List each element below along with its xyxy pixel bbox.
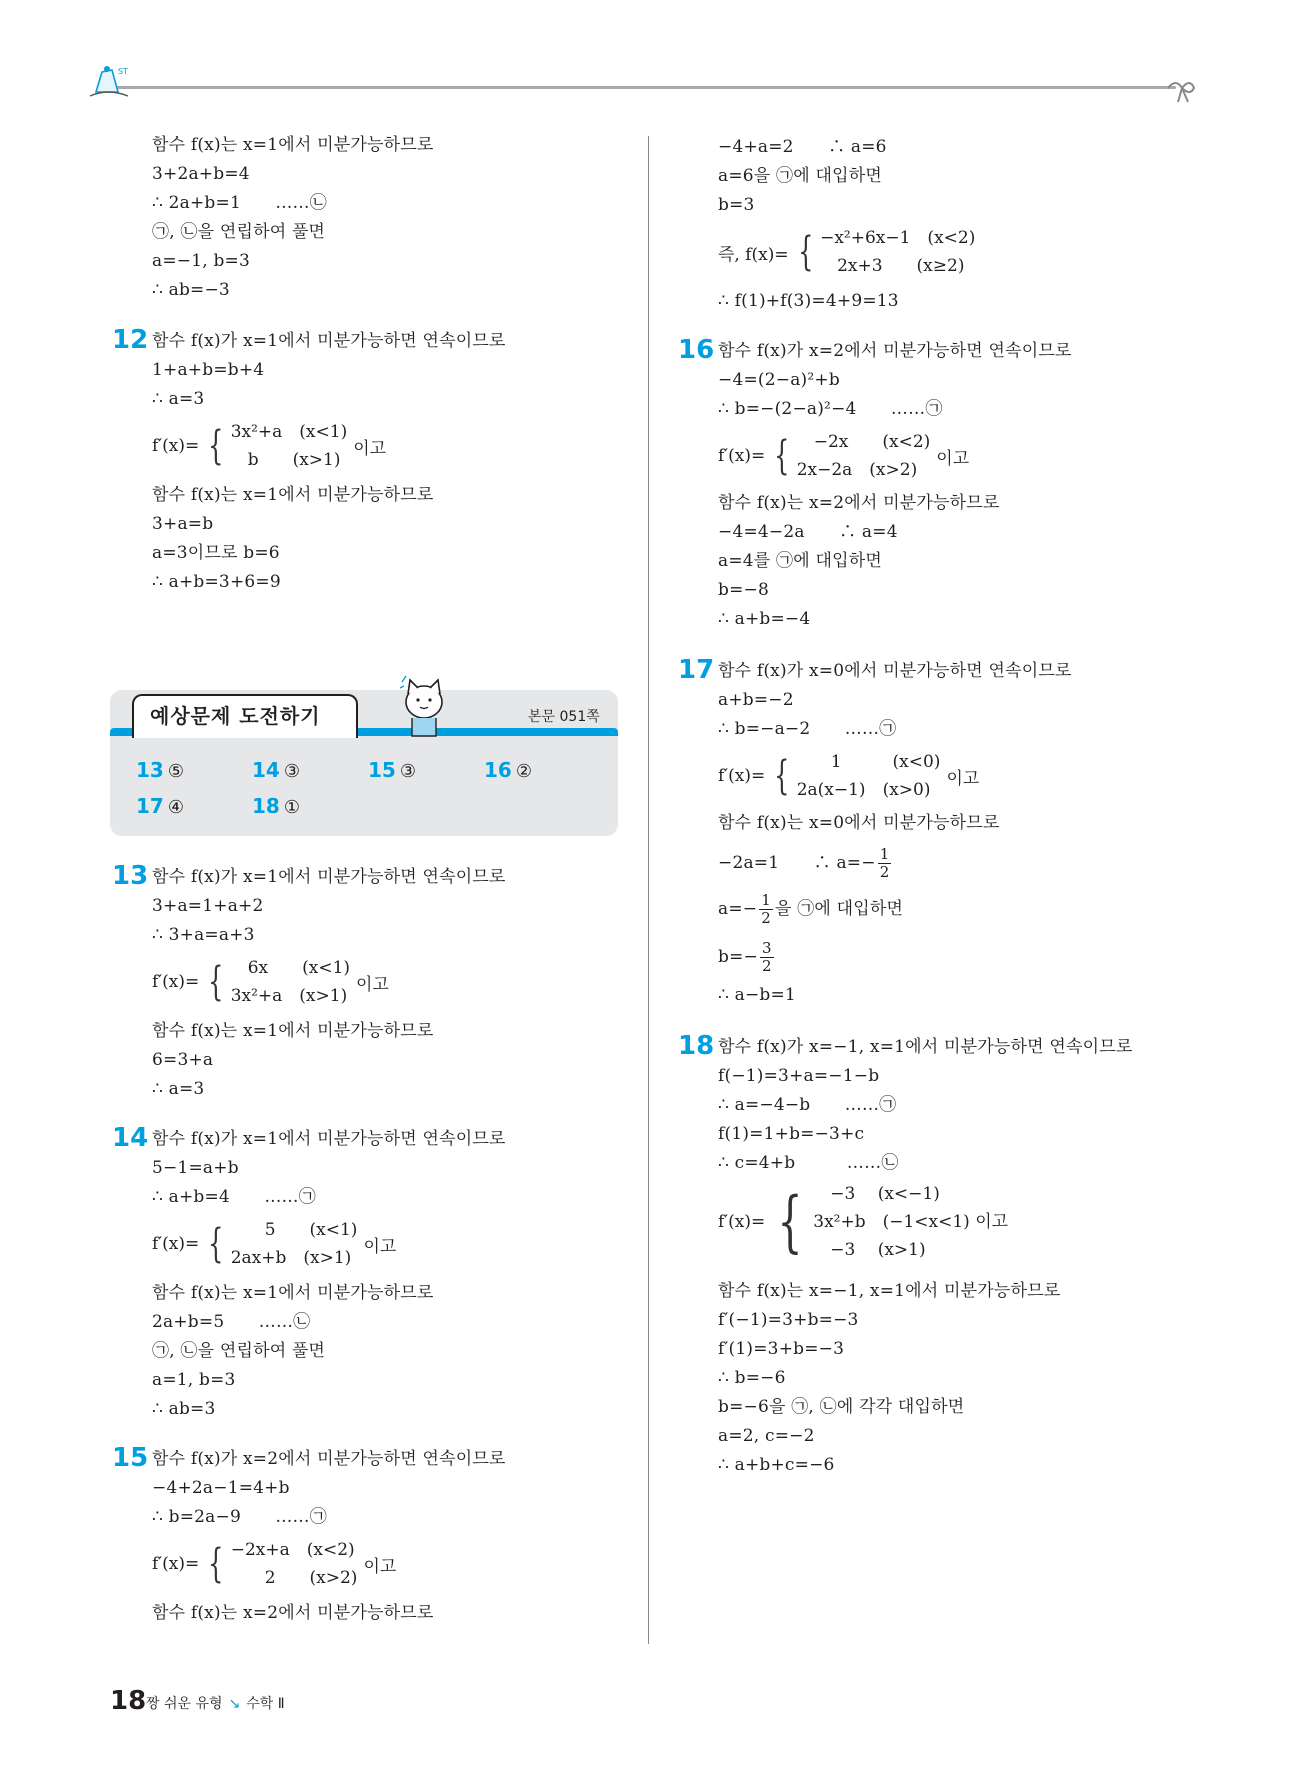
text-line: b=3	[718, 195, 755, 215]
case-line: −x²+6x−1 (x<2)	[820, 228, 976, 248]
fraction	[878, 846, 892, 881]
cases	[231, 418, 348, 474]
text-line: ∴ a=3	[152, 1079, 205, 1099]
answer-mark: ②	[515, 761, 532, 782]
problem-number: 13	[112, 861, 149, 891]
text-line: 함수 f(x)가 x=2에서 미분가능하면 연속이므로	[152, 1449, 506, 1469]
text-line: a=−1, b=3	[152, 251, 250, 271]
text-segment: a=−	[718, 899, 758, 919]
text-tail: 이고	[936, 448, 970, 469]
text-line: a+b=−2	[718, 690, 794, 710]
case-line: 6x (x<1)	[230, 958, 351, 978]
text-line: ∴ b=−6	[718, 1368, 786, 1388]
text-tail: 이고	[363, 1236, 397, 1257]
text-line: ∴ 2a+b=1 ……㉡	[152, 193, 327, 213]
text-segment: b=−	[718, 947, 758, 967]
text-line: 함수 f(x)가 x=1에서 미분가능하면 연속이므로	[152, 1129, 506, 1149]
ribbon-knot-icon	[1164, 78, 1198, 104]
text-line: ∴ a=3	[152, 389, 205, 409]
text-line: f(1)=1+b=−3+c	[718, 1124, 865, 1144]
text-line: 함수 f(x)가 x=2에서 미분가능하면 연속이므로	[718, 341, 1072, 361]
text-line: ∴ a=−4−b ……㉠	[718, 1095, 897, 1115]
text-line: 함수 f(x)는 x=2에서 미분가능하므로	[718, 493, 1000, 513]
text-segment: −2a=1 ∴ a=−	[718, 853, 876, 873]
text-line: 2a+b=5 ……㉡	[152, 1312, 311, 1332]
text-line: ∴ a+b=3+6=9	[152, 572, 281, 592]
arrow-icon: ↘	[228, 1696, 241, 1712]
text-tail: 이고	[946, 768, 980, 789]
text-line: f′(1)=3+b=−3	[718, 1339, 845, 1359]
cases	[813, 1180, 1008, 1264]
fraction	[760, 940, 774, 975]
text-line: ∴ f(1)+f(3)=4+9=13	[718, 291, 899, 311]
text-line: ∴ ab=−3	[152, 280, 230, 300]
left-brace: {	[777, 1183, 803, 1260]
cases	[231, 1536, 358, 1592]
fraction-line	[718, 892, 903, 927]
text-line: ㉠, ㉡을 연립하여 풀면	[152, 222, 326, 242]
answer-box-reference: 본문 051쪽	[528, 709, 600, 725]
answer-box-title: 예상문제 도전하기	[150, 704, 321, 728]
text-tail: 이고	[356, 974, 389, 995]
case-line: 2x+3 (x≥2)	[820, 256, 965, 276]
cat-mascot-icon	[398, 672, 448, 744]
text-line: 함수 f(x)가 x=1에서 미분가능하면 연속이므로	[152, 331, 506, 351]
text-line: 함수 f(x)가 x=0에서 미분가능하면 연속이므로	[718, 661, 1072, 681]
text-line: ㉠, ㉡을 연립하여 풀면	[152, 1341, 326, 1361]
answer-mark: ③	[399, 761, 416, 782]
cases	[797, 428, 931, 484]
text-line: a=1, b=3	[152, 1370, 236, 1390]
answer-number: 18	[252, 794, 280, 818]
text-line: f(−1)=3+a=−1−b	[718, 1066, 880, 1086]
left-brace: {	[774, 433, 790, 479]
function-lhs: f′(x)=	[152, 1554, 200, 1574]
text-line: ∴ a+b=−4	[718, 609, 811, 629]
function-lhs: f′(x)=	[718, 446, 766, 466]
text-line: f′(−1)=3+b=−3	[718, 1310, 859, 1330]
cases	[231, 954, 350, 1010]
fraction-line	[718, 940, 776, 975]
text-line: ∴ a−b=1	[718, 985, 796, 1005]
text-line: 1+a+b=b+4	[152, 360, 265, 380]
top-rule	[108, 86, 1176, 89]
answer-item	[136, 794, 184, 818]
piecewise-function	[152, 1216, 396, 1272]
denominator: 2	[879, 863, 890, 881]
answer-item	[136, 758, 184, 782]
text-line: 함수 f(x)는 x=1에서 미분가능하므로	[152, 1021, 434, 1041]
text-tail: 이고	[363, 1556, 397, 1577]
case-line: −3 (x>1)	[813, 1240, 926, 1260]
left-brace: {	[208, 1221, 224, 1267]
text-line: 함수 f(x)는 x=0에서 미분가능하므로	[718, 813, 1000, 833]
text-line: ∴ ab=3	[152, 1399, 216, 1419]
text-line: 6=3+a	[152, 1050, 214, 1070]
text-line: 함수 f(x)는 x=1에서 미분가능하므로	[152, 1283, 434, 1303]
text-line: a=6을 ㉠에 대입하면	[718, 166, 882, 186]
piecewise-function	[718, 1180, 1008, 1264]
answer-mark: ①	[283, 797, 300, 818]
denominator: 2	[761, 957, 772, 975]
text-line: 함수 f(x)는 x=2에서 미분가능하므로	[152, 1603, 434, 1623]
text-line: 3+2a+b=4	[152, 164, 250, 184]
text-line: ∴ a+b=4 ……㉠	[152, 1187, 316, 1207]
text-line: ∴ 3+a=a+3	[152, 925, 255, 945]
fraction-line	[718, 846, 893, 881]
piecewise-function	[718, 224, 975, 280]
left-brace: {	[208, 423, 224, 469]
left-brace: {	[208, 1541, 224, 1587]
answer-item	[368, 758, 416, 782]
piecewise-function	[152, 1536, 396, 1592]
case-line: 3x²+a (x>1)	[230, 986, 348, 1006]
case-line: −2x+a (x<2)	[230, 1540, 355, 1560]
case-line: 2x−2a (x>2)	[796, 460, 918, 480]
text-line: 함수 f(x)는 x=1에서 미분가능하므로	[152, 485, 434, 505]
problem-number: 12	[112, 325, 149, 355]
text-line: −4=4−2a ∴ a=4	[718, 522, 898, 542]
left-brace: {	[797, 229, 813, 275]
case-line: 5 (x<1)	[230, 1220, 358, 1240]
page-number: 18	[110, 1686, 147, 1716]
text-line: a=2, c=−2	[718, 1426, 815, 1446]
problem-number: 15	[112, 1443, 149, 1473]
function-lhs: 즉, f(x)=	[718, 244, 789, 265]
text-line: ∴ b=2a−9 ……㉠	[152, 1507, 327, 1527]
denominator: 2	[761, 909, 771, 927]
numerator: 1	[879, 845, 890, 863]
text-line: 함수 f(x)가 x=−1, x=1에서 미분가능하면 연속이므로	[718, 1037, 1133, 1057]
text-line: −4+2a−1=4+b	[152, 1478, 290, 1498]
answer-number: 16	[484, 758, 512, 782]
problem-number: 18	[678, 1031, 715, 1061]
case-line: −2x (x<2)	[796, 432, 931, 452]
case-line: 2ax+b (x>1)	[230, 1248, 352, 1268]
piecewise-function	[152, 418, 386, 474]
text-tail: 이고	[353, 438, 387, 459]
footer-book-info	[146, 1693, 285, 1713]
piecewise-function	[718, 748, 979, 804]
book-title: 짱 쉬운 유형	[146, 1696, 223, 1712]
text-line: ∴ b=−a−2 ……㉠	[718, 719, 897, 739]
cases	[797, 748, 941, 804]
answer-mark: ③	[283, 761, 300, 782]
numerator: 1	[761, 891, 771, 909]
text-line: ∴ c=4+b ……㉡	[718, 1153, 899, 1173]
bell-mascot-icon	[88, 62, 132, 100]
cases	[231, 1216, 358, 1272]
answer-mark: ④	[167, 797, 184, 818]
case-line: 3x²+b (−1<x<1) 이고	[813, 1212, 1009, 1232]
cases	[820, 224, 975, 280]
text-line: 함수 f(x)가 x=1에서 미분가능하면 연속이므로	[152, 867, 506, 887]
text-line: −4=(2−a)²+b	[718, 370, 840, 390]
case-line: 2 (x>2)	[230, 1568, 358, 1588]
function-lhs: f′(x)=	[718, 1212, 766, 1232]
svg-text:ST: ST	[118, 67, 128, 76]
problem-number: 17	[678, 655, 715, 685]
text-line: ∴ a+b+c=−6	[718, 1455, 835, 1475]
problem-number: 14	[112, 1123, 149, 1153]
text-line: a=3이므로 b=6	[152, 543, 280, 563]
piecewise-function	[718, 428, 969, 484]
text-line: b=−6을 ㉠, ㉡에 각각 대입하면	[718, 1397, 965, 1417]
answer-item	[252, 794, 300, 818]
text-line: 3+a=1+a+2	[152, 896, 264, 916]
piecewise-function	[152, 954, 389, 1010]
function-lhs: f′(x)=	[152, 972, 200, 992]
case-line: 3x²+a (x<1)	[230, 422, 348, 442]
function-lhs: f′(x)=	[718, 766, 766, 786]
case-line: b (x>1)	[230, 450, 341, 470]
text-line: b=−8	[718, 580, 769, 600]
column-divider	[648, 136, 649, 1644]
text-line: 3+a=b	[152, 514, 214, 534]
answer-number: 14	[252, 758, 280, 782]
text-line: a=4를 ㉠에 대입하면	[718, 551, 882, 571]
left-brace: {	[774, 753, 790, 799]
answer-number: 15	[368, 758, 396, 782]
text-line: 5−1=a+b	[152, 1158, 239, 1178]
problem-number: 16	[678, 335, 715, 365]
text-line: −4+a=2 ∴ a=6	[718, 137, 887, 157]
case-line: 1 (x<0)	[796, 752, 941, 772]
text-line: 함수 f(x)는 x=−1, x=1에서 미분가능하므로	[718, 1281, 1061, 1301]
left-brace: {	[208, 959, 224, 1005]
text-line: ∴ b=−(2−a)²−4 ……㉠	[718, 399, 943, 419]
function-lhs: f′(x)=	[152, 436, 200, 456]
function-lhs: f′(x)=	[152, 1234, 200, 1254]
numerator: 3	[761, 939, 772, 957]
case-line: −3 (x<−1)	[813, 1184, 940, 1204]
text-segment: 을 ㉠에 대입하면	[774, 899, 904, 919]
answer-item	[252, 758, 300, 782]
fraction	[759, 892, 773, 927]
text-line: 함수 f(x)는 x=1에서 미분가능하므로	[152, 135, 434, 155]
answer-item	[484, 758, 532, 782]
answer-number: 17	[136, 794, 164, 818]
answer-mark: ⑤	[167, 761, 184, 782]
answer-number: 13	[136, 758, 164, 782]
subject-name: 수학 Ⅱ	[246, 1696, 285, 1712]
case-line: 2a(x−1) (x>0)	[796, 780, 931, 800]
